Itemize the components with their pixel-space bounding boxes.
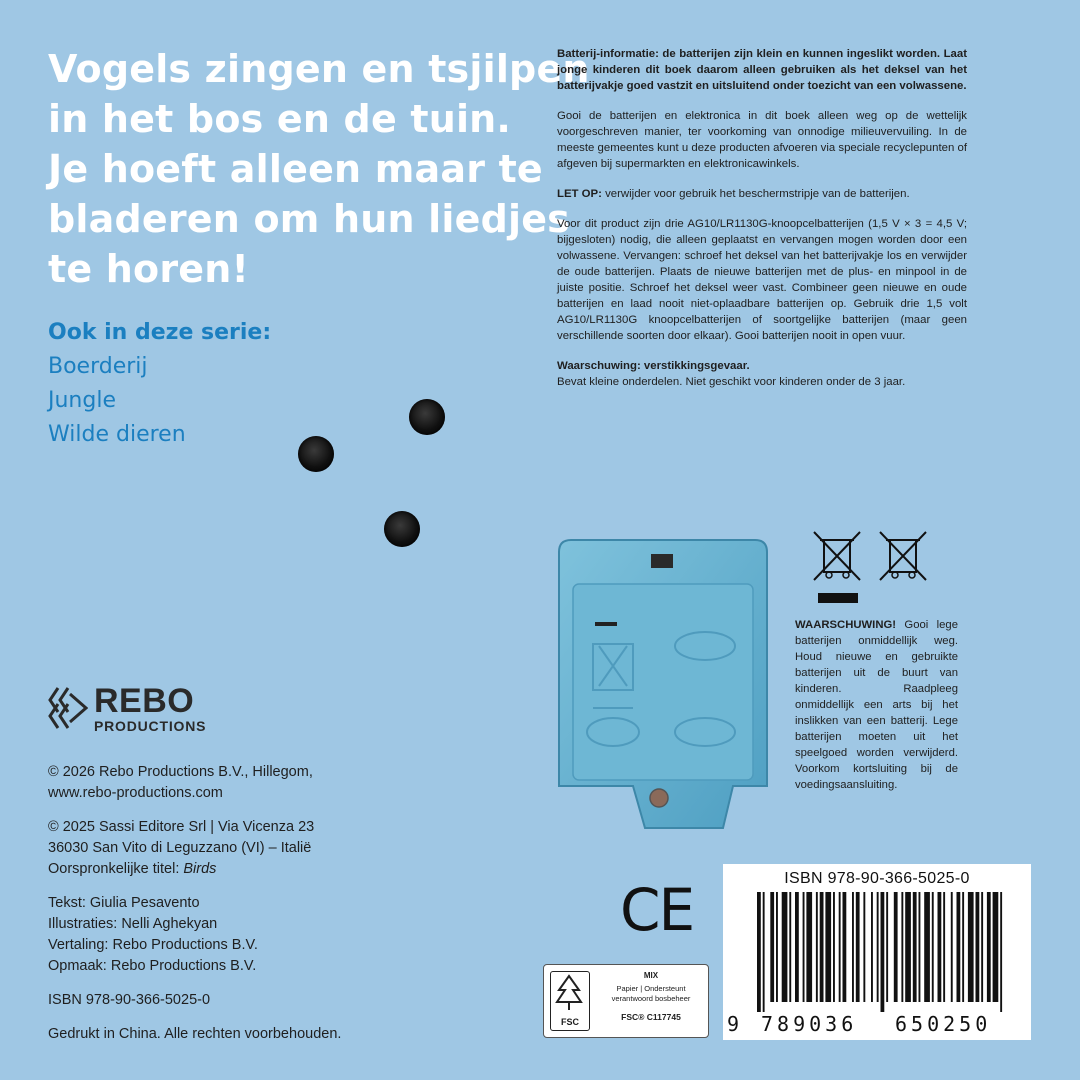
barcode-bar	[976, 892, 980, 1002]
barcode-bar	[776, 892, 778, 1002]
barcode-bar	[919, 892, 921, 1002]
fsc-mix: MIX	[643, 971, 659, 980]
barcode-bar	[825, 892, 831, 1002]
barcode-bar	[962, 892, 964, 1002]
copyright-rebo: © 2026 Rebo Productions B.V., Hillegom,	[48, 764, 313, 780]
headline-line-3: Je hoeft alleen maar te	[48, 147, 543, 191]
barcode-bar	[943, 892, 945, 1002]
battery-replacement: Voor dit product zijn drie AG10/LR1130G-knoopcelbatterijen (1,5 V × 3 = 4,5 V; bijgesloten) nodig, die alleen geplaatst en vervangen mogen worden door een volwassene. Vervangen: schroef het deksel van het batterijvakje los en verwijder de oude batterijen. Plaats de nieuwe batterijen met de plus- en minpool in de juiste positie. Schroef het deksel weer vast. Combineer geen nieuwe en oude batterijen en laad nooit niet-oplaadbare batterijen op. Gebruik drie 1,5 volt AG10/LR1130G knoopcelbatterijen of soortgelijke batterijen (maar geen verschillende soorten door elkaar). Gooi batterijen nooit in open vuur.	[557, 218, 967, 342]
barcode-bar	[863, 892, 865, 1002]
printed-notice: Gedrukt in China. Alle rechten voorbehouden.	[48, 1026, 342, 1042]
barcode-bars	[735, 892, 1019, 1012]
barcode-bar	[981, 892, 983, 1002]
battery-note-label: LET OP:	[557, 188, 602, 200]
barcode-bar	[770, 892, 774, 1002]
headline-line-2: in het bos en de tuin.	[48, 97, 512, 141]
barcode-bar	[938, 892, 942, 1002]
barcode-bar	[881, 892, 885, 1012]
fsc-line-1: Papier | Ondersteunt	[616, 984, 686, 993]
series-item-boerderij: Boerderij	[48, 354, 148, 379]
headline-line-4: bladeren om hun liedjes	[48, 197, 570, 241]
barcode-bar	[782, 892, 788, 1002]
series-item-wilde-dieren: Wilde dieren	[48, 422, 186, 447]
battery-disposal: Gooi de batterijen en elektronica in dit boek alleen weg op de wettelijk voorgeschreven manier, ter voorkoming van onnodige milieuvervuiling. In de meeste gemeentes kunt u deze producten afvoeren via speciale recyclepunten of afgeven bij supermarkten en elektronicawinkels.	[557, 110, 967, 170]
website: www.rebo-productions.com	[48, 785, 223, 801]
colophon-isbn: ISBN 978-90-366-5025-0	[48, 992, 211, 1008]
barcode-bar	[993, 892, 999, 1002]
series-title: Ook in deze serie:	[48, 320, 272, 345]
headline-line-1: Vogels zingen en tsjilpen	[48, 47, 590, 91]
barcode-bar	[757, 892, 761, 1012]
rebo-chevron-icon	[48, 686, 88, 730]
fsc-line-2: verantwoord bosbeheer	[611, 994, 691, 1003]
fsc-letters: FSC	[561, 1017, 579, 1027]
barcode-bar	[803, 892, 805, 1002]
colophon	[48, 762, 428, 1058]
barcode-bar	[951, 892, 953, 1002]
barcode-bar	[852, 892, 854, 1002]
barcode-bar	[877, 892, 879, 1002]
barcode-bar	[932, 892, 934, 1002]
barcode-bar	[843, 892, 847, 1002]
address: 36030 San Vito di Leguzzano (VI) – Italië	[48, 840, 312, 856]
original-title-label: Oorspronkelijke titel:	[48, 861, 184, 877]
barcode-bar	[820, 892, 824, 1002]
crossed-out-bin-icon	[810, 528, 864, 584]
headline-line-5: te horen!	[48, 247, 250, 291]
credit-illustrations: Illustraties: Nelli Aghekyan	[48, 916, 218, 932]
fsc-tree-icon	[550, 971, 590, 1031]
barcode-bar	[806, 892, 812, 1002]
credit-text: Tekst: Giulia Pesavento	[48, 895, 200, 911]
choking-warning	[557, 358, 967, 390]
barcode-isbn: ISBN 978-90-366-5025-0	[784, 870, 970, 887]
speaker-hole	[409, 399, 445, 435]
barcode-bar	[1000, 892, 1002, 1012]
credit-translation: Vertaling: Rebo Productions B.V.	[48, 937, 258, 953]
logo-brand: REBO	[94, 682, 195, 720]
power-switch[interactable]	[651, 554, 673, 568]
battery-note	[557, 186, 967, 202]
fsc-label	[543, 964, 709, 1038]
barcode-bar	[789, 892, 791, 1002]
fsc-code: FSC® C117745	[621, 1012, 681, 1022]
series-item-jungle: Jungle	[48, 388, 116, 413]
speaker-hole	[384, 511, 420, 547]
barcode-bar	[795, 892, 799, 1002]
barcode-bar	[886, 892, 888, 1002]
series-list	[48, 316, 271, 452]
barcode	[723, 864, 1031, 1040]
original-title	[48, 859, 428, 880]
original-title-value: Birds	[183, 861, 217, 877]
copyright-sassi: © 2025 Sassi Editore Srl | Via Vicenza 23	[48, 819, 315, 835]
warning-text: Gooi lege batterijen onmiddellijk weg. Houd nieuwe en gebruikte batterijen uit de buurt van kinderen. Raadpleeg onmiddellijk een arts bij het inslikken van een batterij. Lege batterijen moeten uit het speelgoed worden verwijderd. Voorkom kortsluiting bij de voedingsaansluiting.	[795, 619, 958, 791]
barcode-bar	[871, 892, 873, 1002]
battery-info-intro	[557, 46, 967, 94]
barcode-digits-right: 650250	[895, 1012, 992, 1036]
speaker-hole	[298, 436, 334, 472]
ce-mark: CE	[620, 876, 694, 944]
choking-warning-title: Waarschuwing: verstikkingsgevaar.	[557, 360, 750, 372]
barcode-bar	[905, 892, 911, 1002]
battery-information	[557, 46, 967, 404]
barcode-bar	[833, 892, 835, 1002]
barcode-bar	[763, 892, 765, 1012]
credit-layout: Opmaak: Rebo Productions B.V.	[48, 958, 257, 974]
rebo-logo	[48, 682, 248, 738]
barcode-bar	[968, 892, 974, 1002]
weee-bar	[818, 593, 858, 603]
barcode-bar	[913, 892, 917, 1002]
battery-note-text: verwijder voor gebruik het beschermstripje van de batterijen.	[601, 188, 910, 200]
warning-title: WAARSCHUWING!	[795, 619, 897, 631]
crossed-out-bin-icon	[876, 528, 930, 584]
battery-info-intro-text: Batterij-informatie: de batterijen zijn klein en kunnen ingeslikt worden. Laat jonge kinderen dit boek daarom alleen gebruiken als het deksel van het batterijvakje goed vastzit en uitsluitend onder toezicht van een volwassene.	[557, 48, 967, 92]
logo-sub: PRODUCTIONS	[94, 718, 207, 734]
choking-warning-text: Bevat kleine onderdelen. Niet geschikt voor kinderen onder de 3 jaar.	[557, 376, 906, 388]
barcode-bar	[957, 892, 961, 1002]
barcode-digit-first: 9	[727, 1012, 740, 1036]
fsc-text	[596, 971, 706, 1022]
screw-icon[interactable]	[650, 789, 668, 807]
barcode-bar	[894, 892, 898, 1002]
barcode-bar	[839, 892, 841, 1002]
barcode-bar	[856, 892, 860, 1002]
barcode-bar	[924, 892, 930, 1002]
battery-compartment	[557, 536, 769, 836]
barcode-bar	[987, 892, 991, 1002]
battery-warning	[795, 617, 958, 793]
barcode-bar	[901, 892, 903, 1002]
barcode-digits-left: 789036	[761, 1012, 858, 1036]
barcode-bar	[816, 892, 818, 1002]
